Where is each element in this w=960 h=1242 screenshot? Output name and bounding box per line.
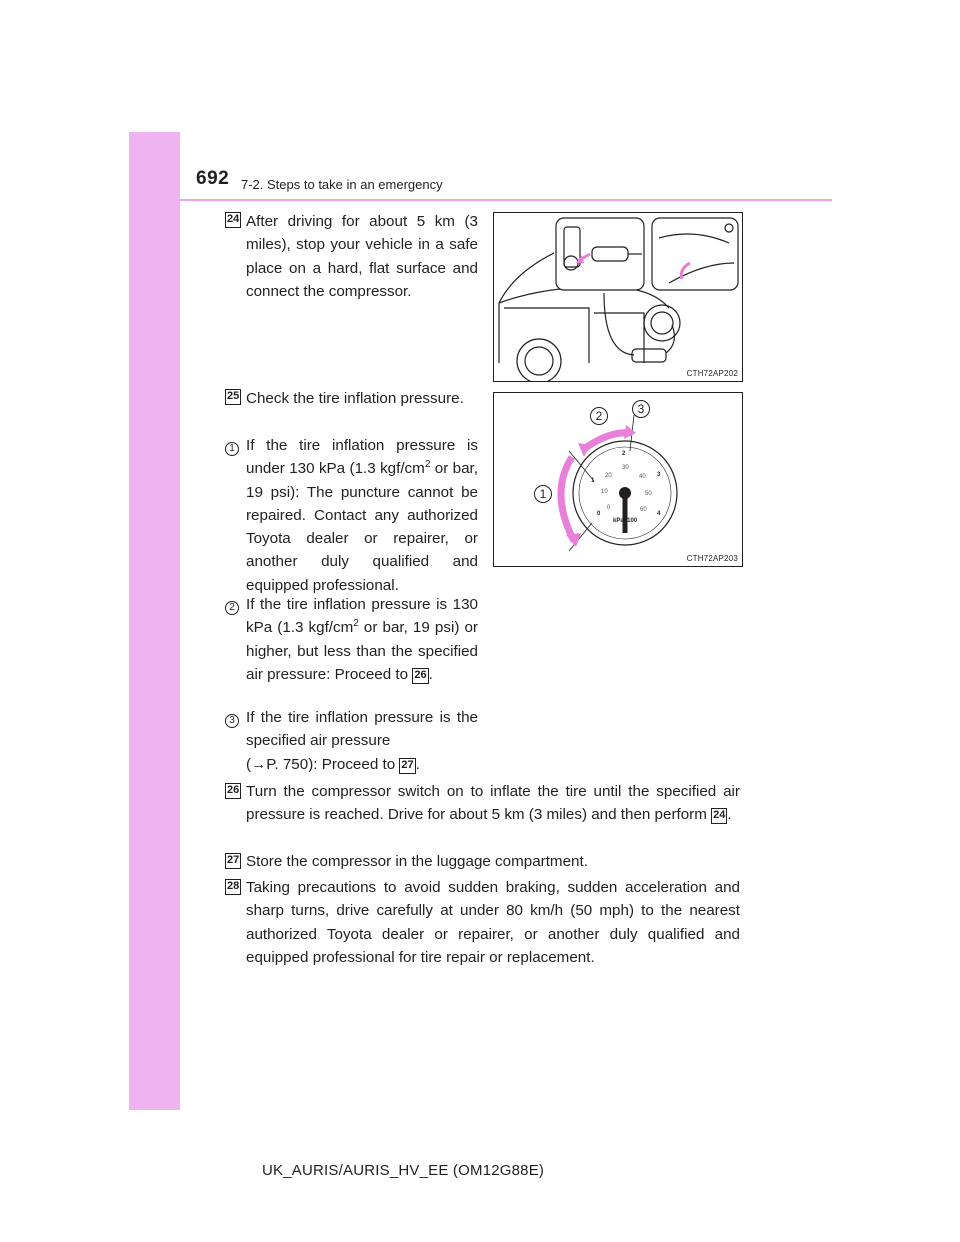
section-title: 7-2. Steps to take in an emergency: [241, 177, 443, 192]
step-25-text: Check the tire inflation pressure.: [246, 390, 464, 407]
step-reference[interactable]: 26: [412, 668, 428, 684]
callout-2: 2: [590, 407, 608, 425]
header-rule: [180, 199, 832, 201]
step-27-text: Store the compressor in the luggage compartment.: [246, 853, 588, 870]
footer-model-code: UK_AURIS/AURIS_HV_EE (OM12G88E): [262, 1162, 545, 1179]
step-reference[interactable]: 24: [711, 808, 727, 824]
arrow-glyph: →: [251, 755, 267, 773]
step-badge: 25: [225, 389, 241, 405]
step-badge: 26: [225, 783, 241, 799]
gauge-tick-label: 20: [605, 473, 612, 479]
step-badge: 27: [225, 853, 241, 869]
gauge-tick-label: 0: [597, 511, 601, 517]
gauge-tick-label: 0: [607, 505, 611, 511]
gauge-tick-label: 40: [639, 474, 646, 480]
item-3-text: If the tire inflation pressure is the specified air pressure (→P. 750): Proceed to 27 .: [246, 709, 478, 773]
figure-caption: CTH72AP203: [686, 554, 738, 563]
gauge-tick-label: 10: [601, 489, 608, 495]
gauge-illustration: [494, 393, 742, 566]
figure-caption: CTH72AP202: [686, 369, 738, 378]
gauge-tick-label: 30: [622, 465, 629, 471]
compressor-illustration: [494, 213, 742, 381]
figure-compressor: [493, 212, 743, 382]
gauge-tick-label: 50: [645, 491, 652, 497]
callout-3: 3: [632, 400, 650, 418]
step-24-text: After driving for about 5 km (3 miles), stop your vehicle in a safe place on a hard, flat surface and connect the compressor.: [246, 213, 478, 300]
gauge-tick-label: 2: [622, 451, 626, 457]
item-number: 2: [225, 601, 239, 615]
step-26-text: Turn the compressor switch on to inflate the tire until the specified air pressure is reached. Drive for about 5 km (3 miles) and then perform 24 .: [246, 783, 740, 824]
item-number: 1: [225, 442, 239, 456]
side-tab: [129, 132, 180, 1110]
gauge-tick-label: 4: [657, 511, 661, 517]
step-28-text: Taking precautions to avoid sudden braking, sudden acceleration and sharp turns, drive carefully at under 80 km/h (50 mph) to the nearest authorized Toyota dealer or repairer, or another duly qualified and equipped professional for tire repair or replacement.: [246, 879, 740, 966]
item-1-text: If the tire inflation pressure is under 130 kPa (1.3 kgf/$cm^2$ or bar, 19 psi): The puncture cannot be repaired. Contact any authorized Toyota dealer or repairer, or another duly qualified and equipped professional.: [246, 437, 478, 594]
callout-1: 1: [534, 485, 552, 503]
gauge-tick-label: 3: [657, 472, 661, 478]
step-badge: 28: [225, 879, 241, 895]
item-2-text: If the tire inflation pressure is 130 kPa (1.3 kgf/$cm^2$ or bar, 19 psi) or higher, but less than the specified air pressure: Proceed to 26 .: [246, 596, 478, 683]
page-number: 692: [196, 168, 230, 189]
step-reference[interactable]: 27: [399, 758, 415, 774]
gauge-unit: kPa×100: [613, 518, 638, 524]
item-number: 3: [225, 714, 239, 728]
figure-pressure-gauge: [493, 392, 743, 567]
gauge-tick-label: 1: [591, 478, 595, 484]
gauge-tick-label: 60: [640, 507, 647, 513]
step-badge: 24: [225, 212, 241, 228]
